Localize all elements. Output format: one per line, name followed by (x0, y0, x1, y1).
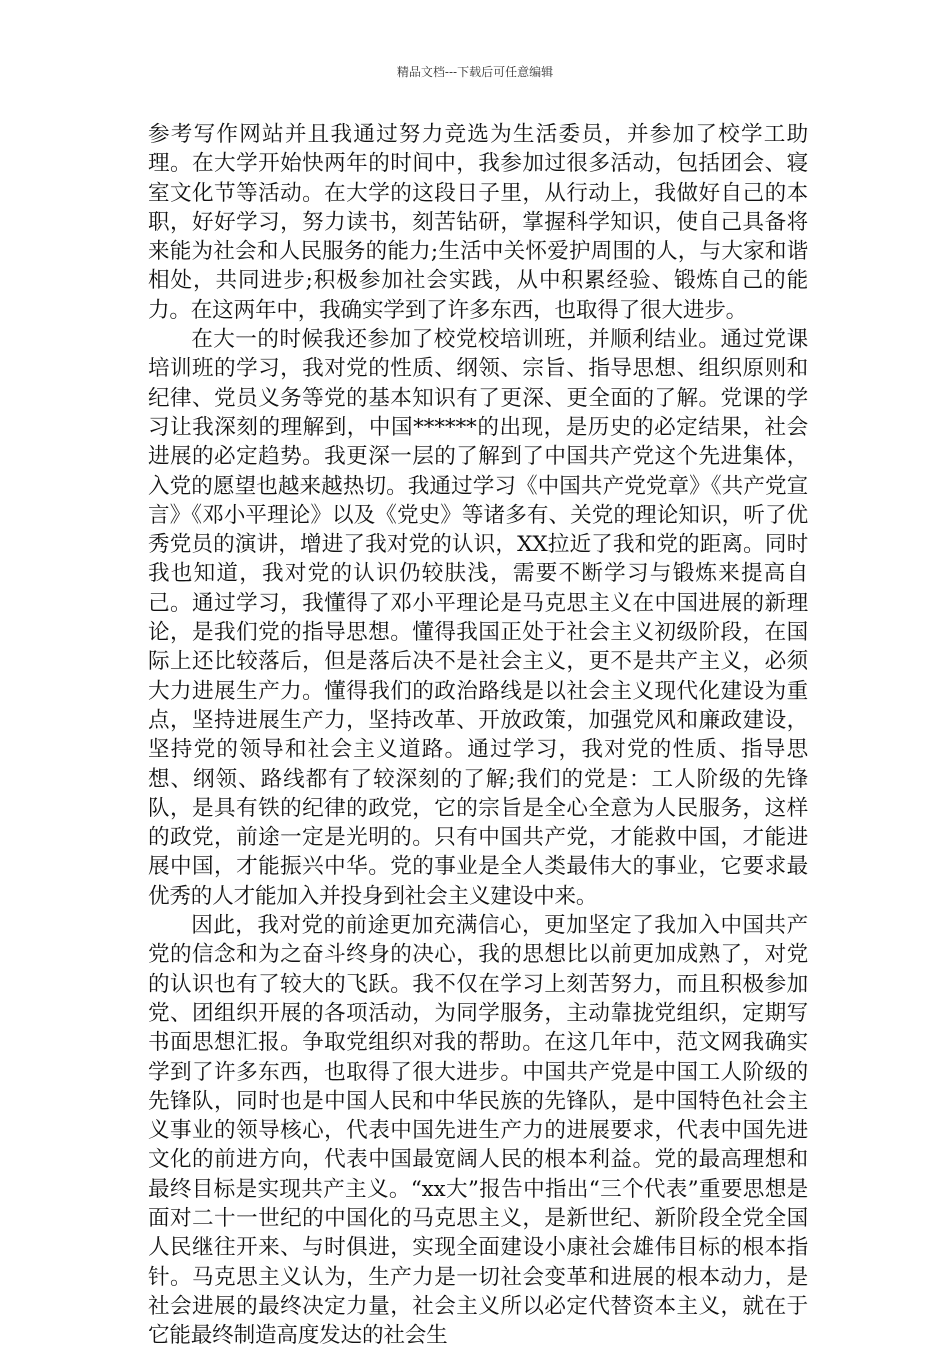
paragraph-3: 因此，我对党的前途更加充满信心，更加坚定了我加入中国共产党的信念和为之奋斗终身的决心，我的思想比以前更加成熟了，对党的认识也有了较大的飞跃。我不仅在学习上刻苦努力，而且积极参加党、团组织开展的各项活动，为同学服务，主动靠拢党组织，定期写书面思想汇报。争取党组织对我的帮助。在这几年中，范文网我确实学到了许多东西，也取得了很大进步。中国共产党是中国工人阶级的先锋队，同时也是中国人民和中华民族的先锋队，是中国特色社会主义事业的领导核心，代表中国先进生产力的进展要求，代表中国先进文化的前进方向，代表中国最宽阔人民的根本利益。党的最高理想和最终目标是实现共产主义。“xx大”报告中指出“三个代表”重要思想是面对二十一世纪的中国化的马克思主义，是新世纪、新阶段全党全国人民继往开来、与时俱进，实现全面建设小康社会雄伟目标的根本指针。马克思主义认为，生产力是一切社会变革和进展的根本动力，是社会进展的最终决定力量，社会主义所以必定代替资本主义，就在于它能最终制造高度发达的社会生 (148, 913, 808, 1349)
paragraph-2: 在大一的时候我还参加了校党校培训班，并顺利结业。通过党课培训班的学习，我对党的性质、纲领、宗旨、指导思想、组织原则和纪律、党员义务等党的基本知识有了更深、更全面的了解。党课的学习让我深刻的理解到，中国******的出现，是历史的必定结果，社会进展的必定趋势。我更深一层的了解到了中国共产党这个先进集体，入党的愿望也越来越热切。我通过学习《中国共产党党章》《共产党宣言》《邓小平理论》以及《党史》等诸多有、关党的理论知识，听了优秀党员的演讲，增进了我对党的认识，XX拉近了我和党的距离。同时我也知道，我对党的认识仍较肤浅，需要不断学习与锻炼来提高自己。通过学习，我懂得了邓小平理论是马克思主义在中国进展的新理论，是我们党的指导思想。懂得我国正处于社会主义初级阶段，在国际上还比较落后，但是落后决不是社会主义，更不是共产主义，必须大力进展生产力。懂得我们的政治路线是以社会主义现代化建设为重点，坚持进展生产力，坚持改革、开放政策，加强党风和廉政建设，坚持党的领导和社会主义道路。通过学习，我对党的性质、指导思想、纲领、路线都有了较深刻的了解;我们的党是：工人阶级的先锋队，是具有铁的纪律的政党，它的宗旨是全心全意为人民服务，这样的政党，前途一定是光明的。只有中国共产党，才能救中国，才能进展中国，才能振兴中华。党的事业是全人类最伟大的事业，它要求最优秀的人才能加入并投身到社会主义建设中来。 (148, 327, 808, 909)
document-body (148, 120, 808, 1350)
paragraph-1: 参考写作网站并且我通过努力竞选为生活委员，并参加了校学工助理。在大学开始快两年的时间中，我参加过很多活动，包括团会、寝室文化节等活动。在大学的这段日子里，从行动上，我做好自己的本职，好好学习，努力读书，刻苦钻研，掌握科学知识，使自己具备将来能为社会和人民服务的能力;生活中关怀爱护周围的人，与大家和谐相处，共同进步;积极参加社会实践，从中积累经验、锻炼自己的能力。在这两年中，我确实学到了许多东西，也取得了很大进步。 (148, 122, 808, 323)
page-header: 精品文档---下载后可任意编辑 (396, 65, 554, 79)
